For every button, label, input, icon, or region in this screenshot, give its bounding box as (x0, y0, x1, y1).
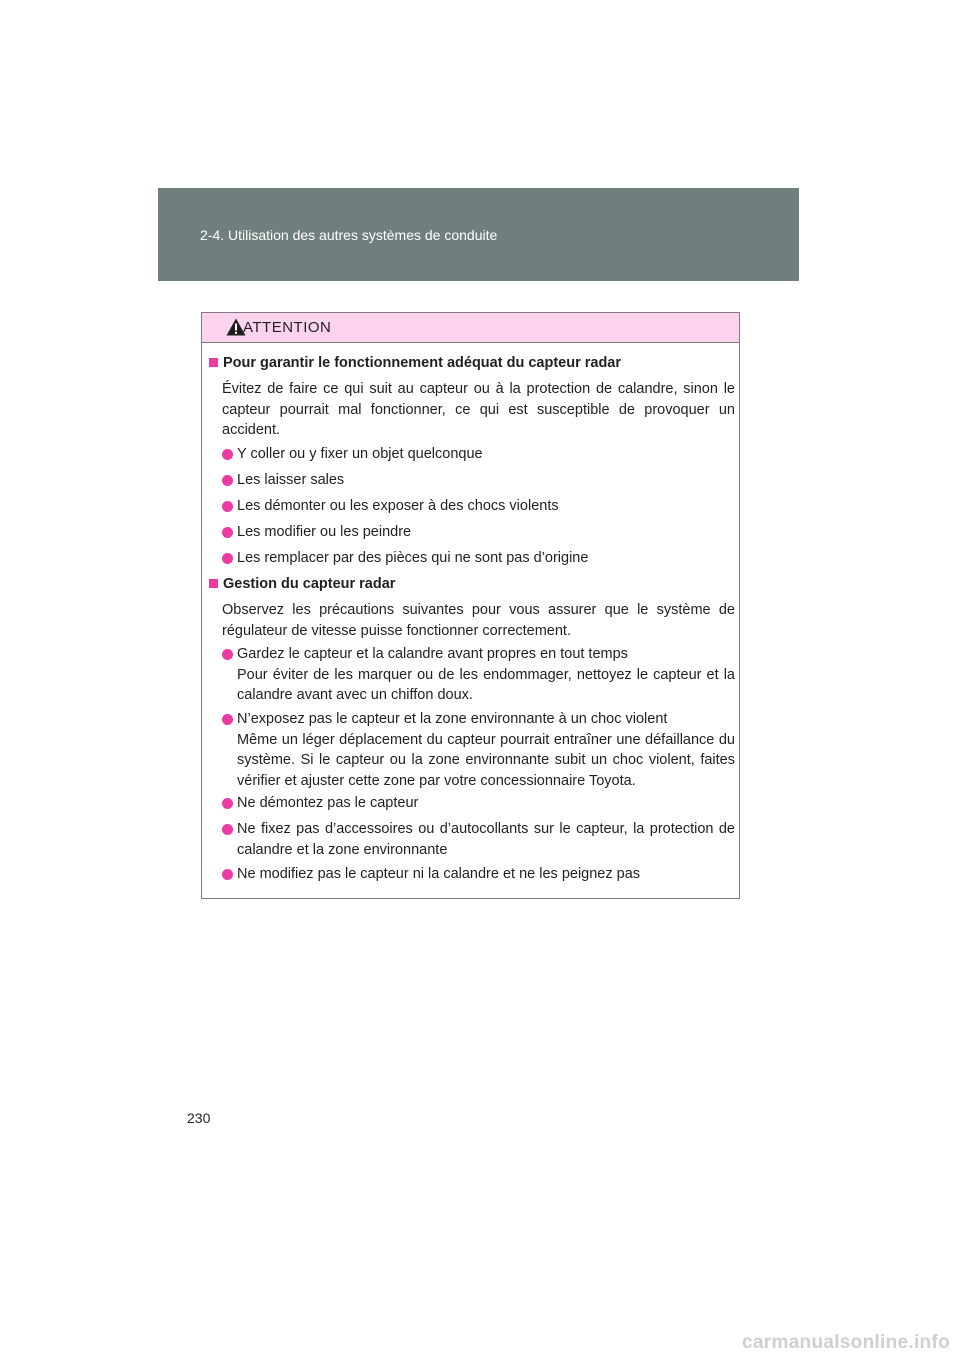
square-bullet-icon (209, 358, 218, 367)
square-bullet-icon (209, 579, 218, 588)
section-heading: Pour garantir le fonctionnement adéquat du capteur radar (209, 353, 621, 374)
bullet-dot-icon (222, 527, 233, 538)
list-item: Gardez le capteur et la calandre avant propres en tout temps Pour éviter de les marquer ou de les endommager, nettoyez le capteur et la calandre avant avec un chiffon doux. (222, 644, 735, 706)
warning-box (201, 312, 740, 899)
warning-header (202, 313, 739, 343)
list-item: N’exposez pas le capteur et la zone environnante à un choc violent Même un léger déplacement du capteur pourrait entraîner une défaillance du système. Si le capteur ou la zone environnante subit un choc violent, faites vérifier et ajuster cette zone par votre concessionnaire Toyota. (222, 709, 735, 791)
list-item: Les modifier ou les peindre (222, 522, 735, 543)
bullet-dot-icon (222, 553, 233, 564)
list-item: Les démonter ou les exposer à des chocs violents (222, 496, 735, 517)
section-intro: Évitez de faire ce qui suit au capteur ou à la protection de calandre, sinon le capteur pourrait mal fonctionner, ce qui est susceptible de provoquer un accident. (222, 381, 735, 438)
list-item: Ne modifiez pas le capteur ni la calandre et ne les peignez pas (222, 864, 735, 885)
bullet-dot-icon (222, 449, 233, 460)
list-item: Les laisser sales (222, 470, 735, 491)
bullet-dot-icon (222, 824, 233, 835)
list-item: Ne démontez pas le capteur (222, 793, 735, 814)
bullet-dot-icon (222, 475, 233, 486)
section-title: 2-4. Utilisation des autres systèmes de conduite (200, 227, 498, 243)
bullet-dot-icon (222, 714, 233, 725)
list-item: Les remplacer par des pièces qui ne sont pas d’origine (222, 548, 735, 569)
page-number: 230 (187, 1110, 211, 1126)
watermark: carmanualsonline.info (742, 1332, 950, 1353)
section-intro: Observez les précautions suivantes pour vous assurer que le système de régulateur de vitesse puisse fonctionner correctement. (222, 602, 735, 639)
warning-title: ATTENTION (243, 319, 332, 336)
header-band (158, 188, 799, 281)
bullet-dot-icon (222, 869, 233, 880)
bullet-dot-icon (222, 501, 233, 512)
list-item: Ne fixez pas d’accessoires ou d’autocollants sur le capteur, la protection de calandre et la zone environnante (222, 819, 735, 860)
bullet-dot-icon (222, 649, 233, 660)
bullet-dot-icon (222, 798, 233, 809)
list-item: Y coller ou y fixer un objet quelconque (222, 444, 735, 465)
section-heading: Gestion du capteur radar (209, 574, 395, 595)
